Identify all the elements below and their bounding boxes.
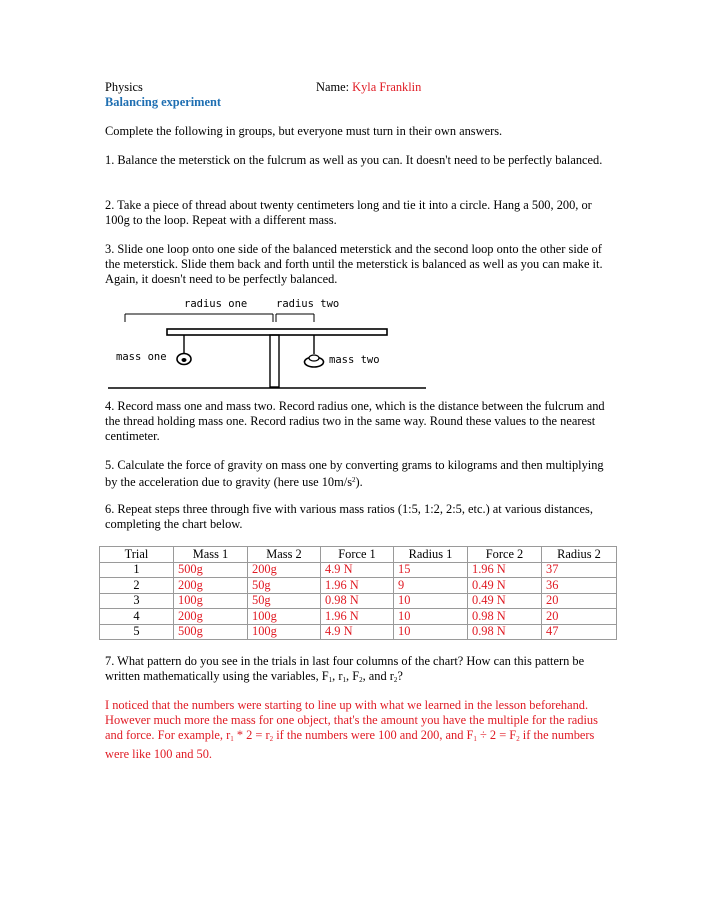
name-line: [316, 80, 421, 95]
document-title: Balancing experiment: [105, 95, 221, 109]
subject-label: Physics: [105, 80, 143, 94]
cell-mass-2: 100g: [248, 624, 321, 640]
cell-radius-2: 37: [542, 562, 617, 578]
header-force-2: Force 2: [468, 547, 542, 563]
results-table: [99, 546, 617, 640]
cell-force-2: 0.49 N: [468, 578, 542, 594]
table-row: [100, 578, 617, 594]
intro-text: Complete the following in groups, but everyone must turn in their own answers.: [105, 124, 503, 138]
student-name: Kyla Franklin: [352, 80, 422, 94]
cell-trial: 2: [100, 578, 174, 594]
cell-force-2: 0.98 N: [468, 624, 542, 640]
mass-one-label: mass one: [116, 351, 167, 363]
cell-mass-2: 50g: [248, 593, 321, 609]
cell-mass-1: 500g: [174, 562, 248, 578]
cell-trial: 1: [100, 562, 174, 578]
header-mass-2: Mass 2: [248, 547, 321, 563]
header-trial: Trial: [100, 547, 174, 563]
meterstick: [167, 329, 387, 335]
step-3: 3. Slide one loop onto one side of the balanced meterstick and the second loop onto the other side of the meterstick. Slide them back and forth until the meterstick is balanced as well as you can make it. Again, it doesn't need to be perfectly balanced.: [105, 242, 603, 286]
cell-force-1: 4.9 N: [321, 562, 394, 578]
cell-force-2: 1.96 N: [468, 562, 542, 578]
cell-radius-1: 10: [394, 624, 468, 640]
cell-force-1: 1.96 N: [321, 609, 394, 625]
cell-radius-2: 20: [542, 609, 617, 625]
header-radius-1: Radius 1: [394, 547, 468, 563]
cell-trial: 5: [100, 624, 174, 640]
cell-mass-1: 100g: [174, 593, 248, 609]
fulcrum: [270, 335, 279, 387]
step-1: 1. Balance the meterstick on the fulcrum as well as you can. It doesn't need to be perfectly balanced.: [105, 153, 603, 167]
step-4: 4. Record mass one and mass two. Record radius one, which is the distance between the fulcrum and the thread holding mass one. Record radius two in the same way. Round these values to the nearest centimeter.: [105, 399, 605, 443]
cell-mass-2: 50g: [248, 578, 321, 594]
table-row: [100, 593, 617, 609]
cell-mass-1: 200g: [174, 609, 248, 625]
table-row: [100, 609, 617, 625]
cell-mass-2: 200g: [248, 562, 321, 578]
cell-radius-2: 36: [542, 578, 617, 594]
cell-radius-1: 10: [394, 609, 468, 625]
table-header-row: [100, 547, 617, 563]
radius-one-label: radius one: [184, 298, 248, 310]
header-mass-1: Mass 1: [174, 547, 248, 563]
cell-radius-2: 20: [542, 593, 617, 609]
cell-radius-1: 9: [394, 578, 468, 594]
table-row: [100, 624, 617, 640]
cell-mass-2: 100g: [248, 609, 321, 625]
cell-force-1: 1.96 N: [321, 578, 394, 594]
cell-trial: 4: [100, 609, 174, 625]
table-row: [100, 562, 617, 578]
header-radius-2: Radius 2: [542, 547, 617, 563]
cell-force-1: 4.9 N: [321, 624, 394, 640]
cell-radius-1: 15: [394, 562, 468, 578]
cell-mass-1: 500g: [174, 624, 248, 640]
name-label: Name:: [316, 80, 353, 94]
cell-force-2: 0.49 N: [468, 593, 542, 609]
step-5: 5. Calculate the force of gravity on mass one by converting grams to kilograms and then multiplying by the acceleration due to gravity (here use $10m/s^2$).: [105, 458, 604, 489]
cell-radius-2: 47: [542, 624, 617, 640]
cell-force-2: 0.98 N: [468, 609, 542, 625]
step-7: 7. What pattern do you see in the trials in last four columns of the chart? How can this pattern be written mathematically using the variables, $F_1$, $r_1$, $F_2$, and $r_2$?: [105, 654, 585, 684]
cell-trial: 3: [100, 593, 174, 609]
radius-two-label: radius two: [276, 298, 340, 310]
cell-mass-1: 200g: [174, 578, 248, 594]
step-2: 2. Take a piece of thread about twenty centimeters long and tie it into a circle. Hang a 500, 200, or 100g to the loop. Repeat with a different mass.: [105, 198, 592, 227]
mass-two-label: mass two: [329, 354, 380, 366]
balance-diagram: [108, 292, 433, 392]
step-6: 6. Repeat steps three through five with various mass ratios (1:5, 1:2, 2:5, etc.) at various distances, completing the chart below.: [105, 502, 593, 531]
cell-radius-1: 10: [394, 593, 468, 609]
student-answer: I noticed that the numbers were starting to line up with what we learned in the lesson beforehand. However much more the mass for one object, that's the amount you have the multiple for the radius and force. For example, $r_1 * 2 = r_2$ if the numbers were 100 and 200, and $F_1 \div 2 = F_2$ if the numbers were like 100 and 50.: [105, 698, 598, 761]
header-force-1: Force 1: [321, 547, 394, 563]
cell-force-1: 0.98 N: [321, 593, 394, 609]
